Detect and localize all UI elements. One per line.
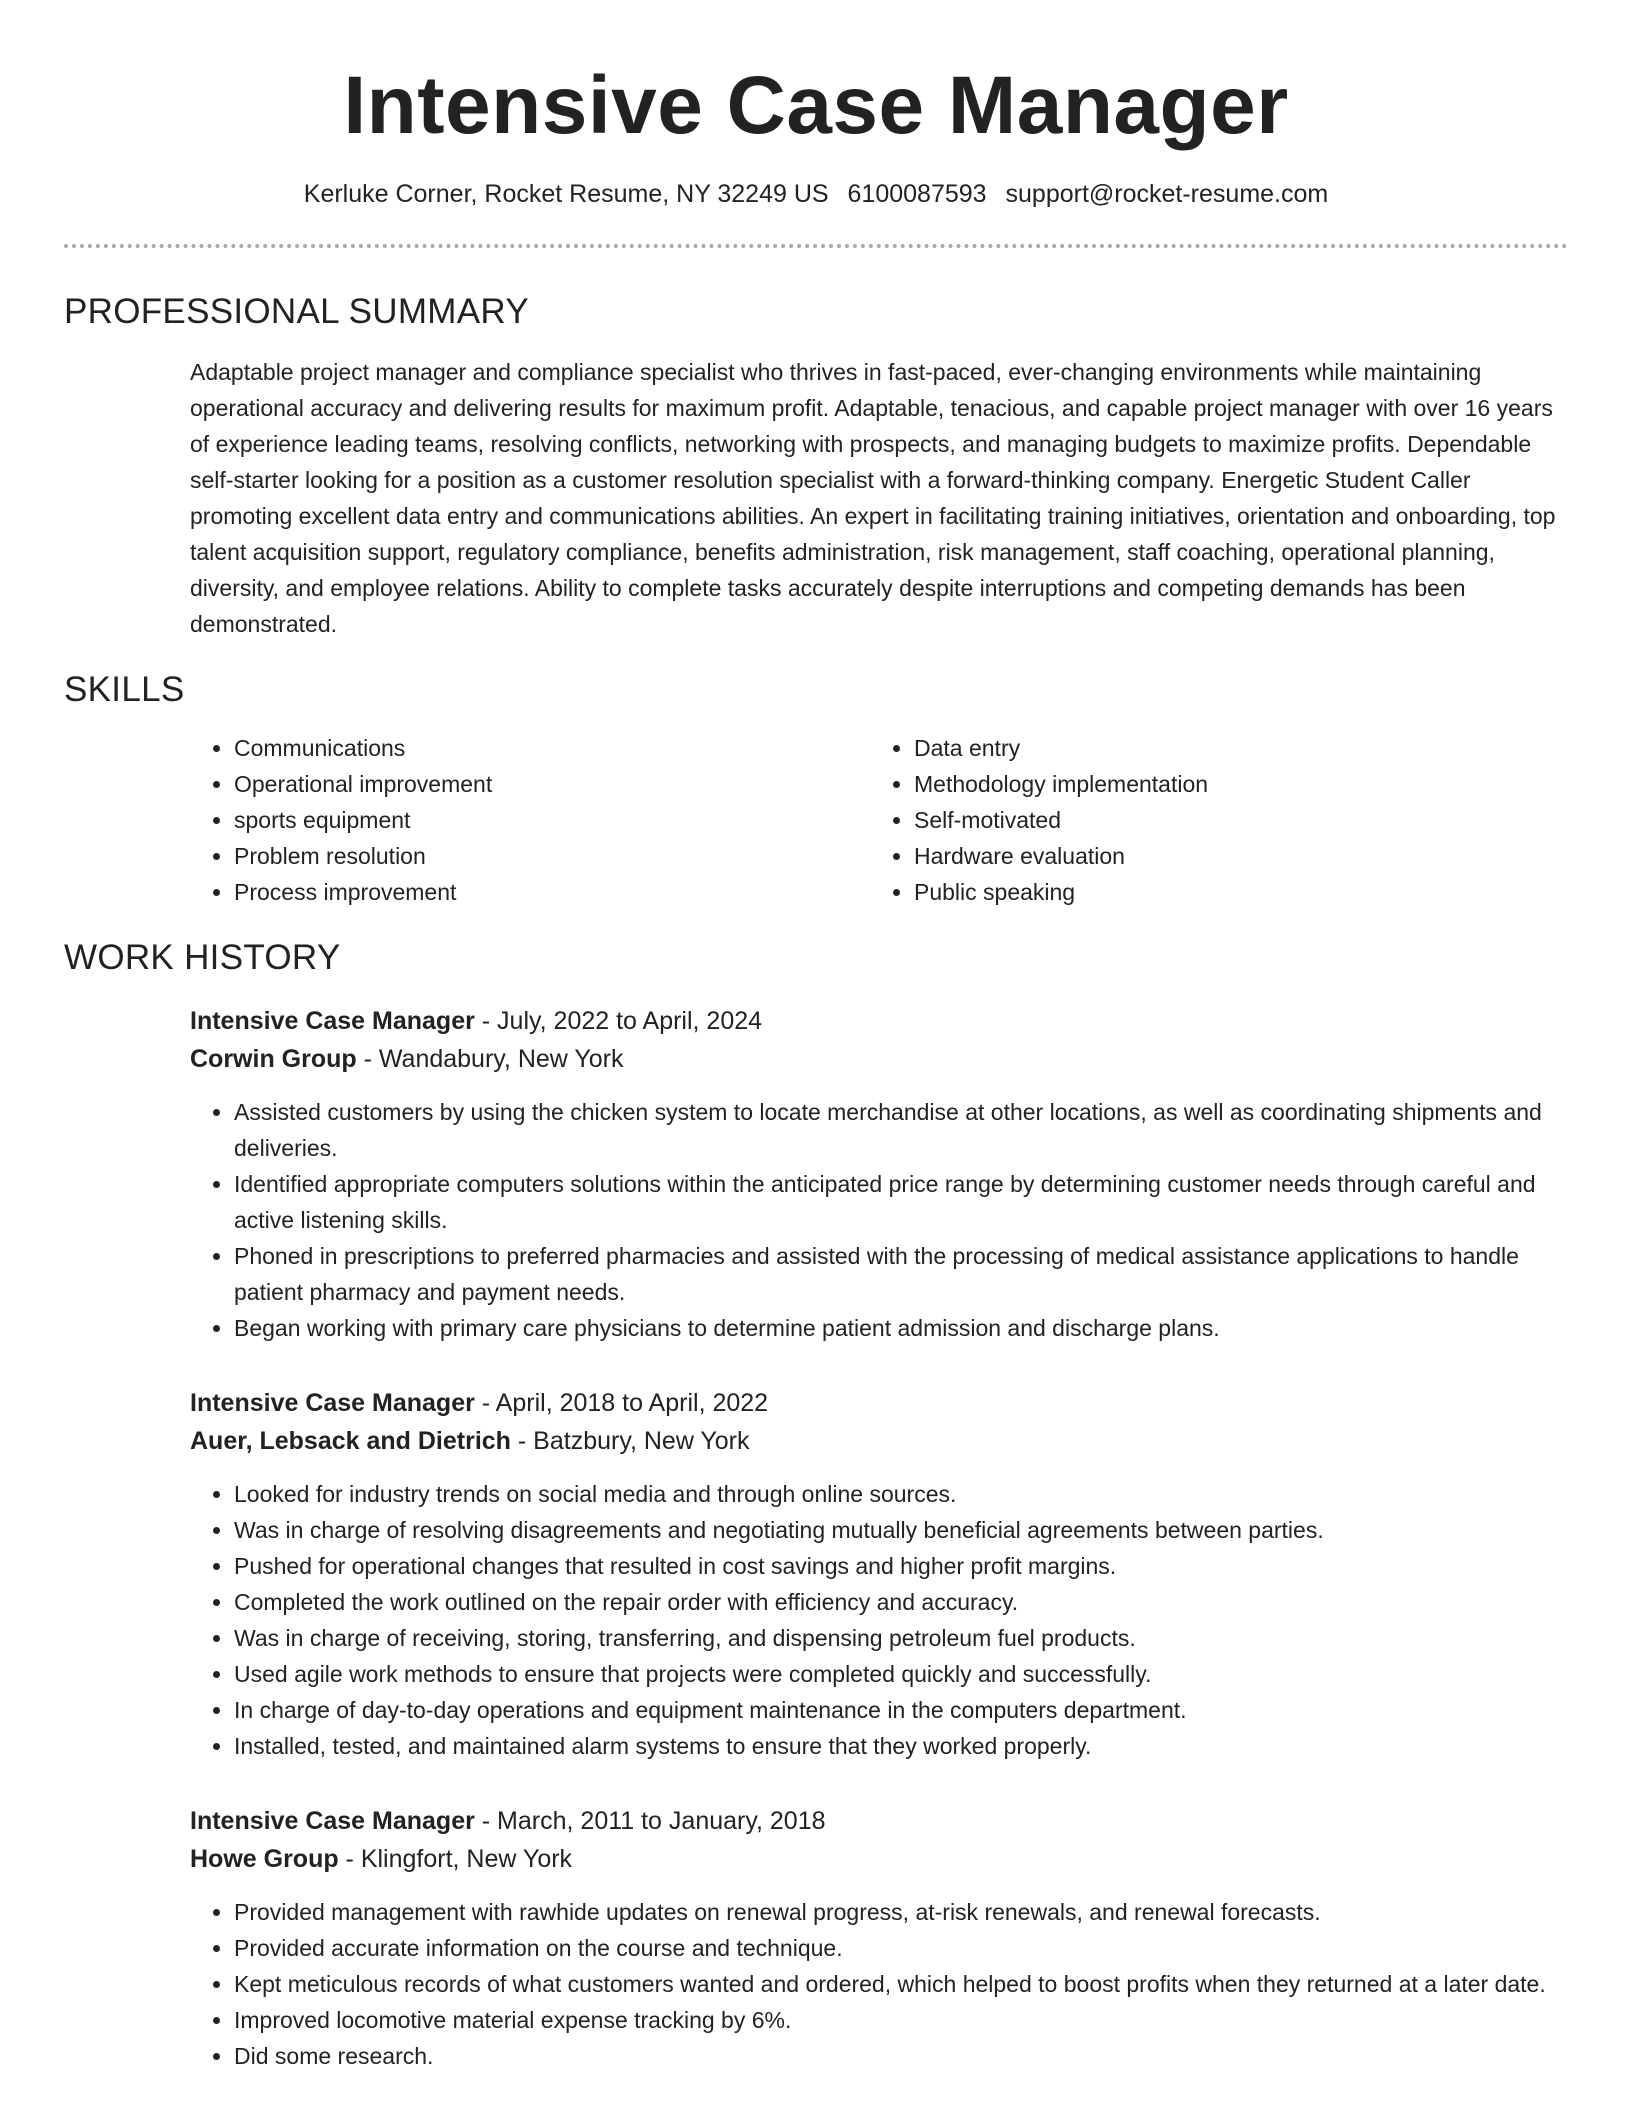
duty-item: • Completed the work outlined on the repair order with efficiency and accuracy.: [234, 1584, 1568, 1620]
duty-item: • Was in charge of resolving disagreements and negotiating mutually beneficial agreements between parties.: [234, 1512, 1568, 1548]
job-role: Intensive Case Manager: [190, 1807, 475, 1835]
skills-column-left: [190, 730, 870, 910]
job-company-line: [190, 1040, 1568, 1078]
phone-text: 6100087593: [847, 180, 987, 208]
summary-paragraph: Adaptable project manager and compliance specialist who thrives in fast-paced, ever-changing environments while maintaining operational accuracy and delivering results for maximum profit. Adaptable, tenacious, and capable project manager with over 16 years of experience leading teams, resolving conflicts, networking with prospects, and managing budgets to maximize profits. Dependable self-starter looking for a position as a customer resolution specialist with a forward-thinking company. Energetic Student Caller promoting excellent data entry and communications abilities. An expert in facilitating training initiatives, orientation and onboarding, top talent acquisition support, regulatory compliance, benefits administration, risk management, staff coaching, operational planning, diversity, and employee relations. Ability to complete tasks accurately despite interruptions and competing demands has been demonstrated.: [190, 359, 1556, 637]
job-duties: [190, 1894, 1568, 2074]
job-entry: [190, 1002, 1568, 1346]
skills-column-right: [870, 730, 1550, 910]
job-dates: - March, 2011 to January, 2018: [474, 1807, 826, 1835]
duty-item: • Looked for industry trends on social media and through online sources.: [234, 1476, 1568, 1512]
job-title-line: [190, 1002, 1568, 1040]
duty-item: • Improved locomotive material expense tracking by 6%.: [234, 2002, 1568, 2038]
resume-page: [64, 0, 1568, 2074]
job-role: Intensive Case Manager: [190, 1007, 475, 1035]
duty-item: • In charge of day-to-day operations and equipment maintenance in the computers department.: [234, 1692, 1568, 1728]
job-role: Intensive Case Manager: [190, 1389, 475, 1417]
job-location: - Batzbury, New York: [510, 1427, 750, 1455]
skill-item: • Self-motivated: [914, 802, 1550, 838]
job-location: - Klingfort, New York: [338, 1845, 573, 1873]
skill-item: • Hardware evaluation: [914, 838, 1550, 874]
job-title-line: [190, 1384, 1568, 1422]
duty-item: • Phoned in prescriptions to preferred pharmacies and assisted with the processing of medical assistance applications to handle patient pharmacy and payment needs.: [234, 1238, 1568, 1310]
duty-item: • Did some research.: [234, 2038, 1568, 2074]
duty-item: • Used agile work methods to ensure that projects were completed quickly and successfully.: [234, 1656, 1568, 1692]
skill-item: • Communications: [234, 730, 870, 766]
skills-heading: SKILLS: [64, 670, 185, 709]
duty-item: • Began working with primary care physicians to determine patient admission and discharge plans.: [234, 1310, 1568, 1346]
job-company: Auer, Lebsack and Dietrich: [190, 1427, 511, 1455]
skill-item: • Methodology implementation: [914, 766, 1550, 802]
job-company-line: [190, 1840, 1568, 1878]
job-entry: [190, 1384, 1568, 1764]
job-title-line: [190, 1802, 1568, 1840]
job-dates: - April, 2018 to April, 2022: [474, 1389, 769, 1417]
job-duties: [190, 1094, 1568, 1346]
skill-item: • Problem resolution: [234, 838, 870, 874]
duty-item: • Kept meticulous records of what customers wanted and ordered, which helped to boost profits when they returned at a later date.: [234, 1966, 1568, 2002]
job-entry: [190, 1802, 1568, 2074]
job-dates: - July, 2022 to April, 2024: [474, 1007, 763, 1035]
skill-item: • Data entry: [914, 730, 1550, 766]
skills-list: [190, 730, 1568, 910]
job-company: Corwin Group: [190, 1045, 357, 1073]
duty-item: • Identified appropriate computers solutions within the anticipated price range by determining customer needs through careful and active listening skills.: [234, 1166, 1568, 1238]
email-text: support@rocket-resume.com: [1005, 180, 1329, 208]
job-company-line: [190, 1422, 1568, 1460]
address-text: Kerluke Corner, Rocket Resume, NY 32249 US: [303, 180, 829, 208]
summary-heading: PROFESSIONAL SUMMARY: [64, 292, 529, 331]
page-title: Intensive Case Manager: [343, 60, 1289, 151]
skill-item: • Public speaking: [914, 874, 1550, 910]
skill-item: • Operational improvement: [234, 766, 870, 802]
skill-item: • Process improvement: [234, 874, 870, 910]
work-history-heading: WORK HISTORY: [64, 938, 341, 977]
duty-item: • Installed, tested, and maintained alarm systems to ensure that they worked properly.: [234, 1728, 1568, 1764]
duty-item: • Provided management with rawhide updates on renewal progress, at-risk renewals, and renewal forecasts.: [234, 1894, 1568, 1930]
job-company: Howe Group: [190, 1845, 339, 1873]
contact-line: [64, 178, 1568, 210]
skill-item: • sports equipment: [234, 802, 870, 838]
duty-item: • Provided accurate information on the course and technique.: [234, 1930, 1568, 1966]
job-duties: [190, 1476, 1568, 1764]
duty-item: • Assisted customers by using the chicken system to locate merchandise at other locations, as well as coordinating shipments and deliveries.: [234, 1094, 1568, 1166]
duty-item: • Pushed for operational changes that resulted in cost savings and higher profit margins.: [234, 1548, 1568, 1584]
duty-item: • Was in charge of receiving, storing, transferring, and dispensing petroleum fuel products.: [234, 1620, 1568, 1656]
job-location: - Wandabury, New York: [356, 1045, 624, 1073]
header-divider: [64, 244, 1568, 248]
